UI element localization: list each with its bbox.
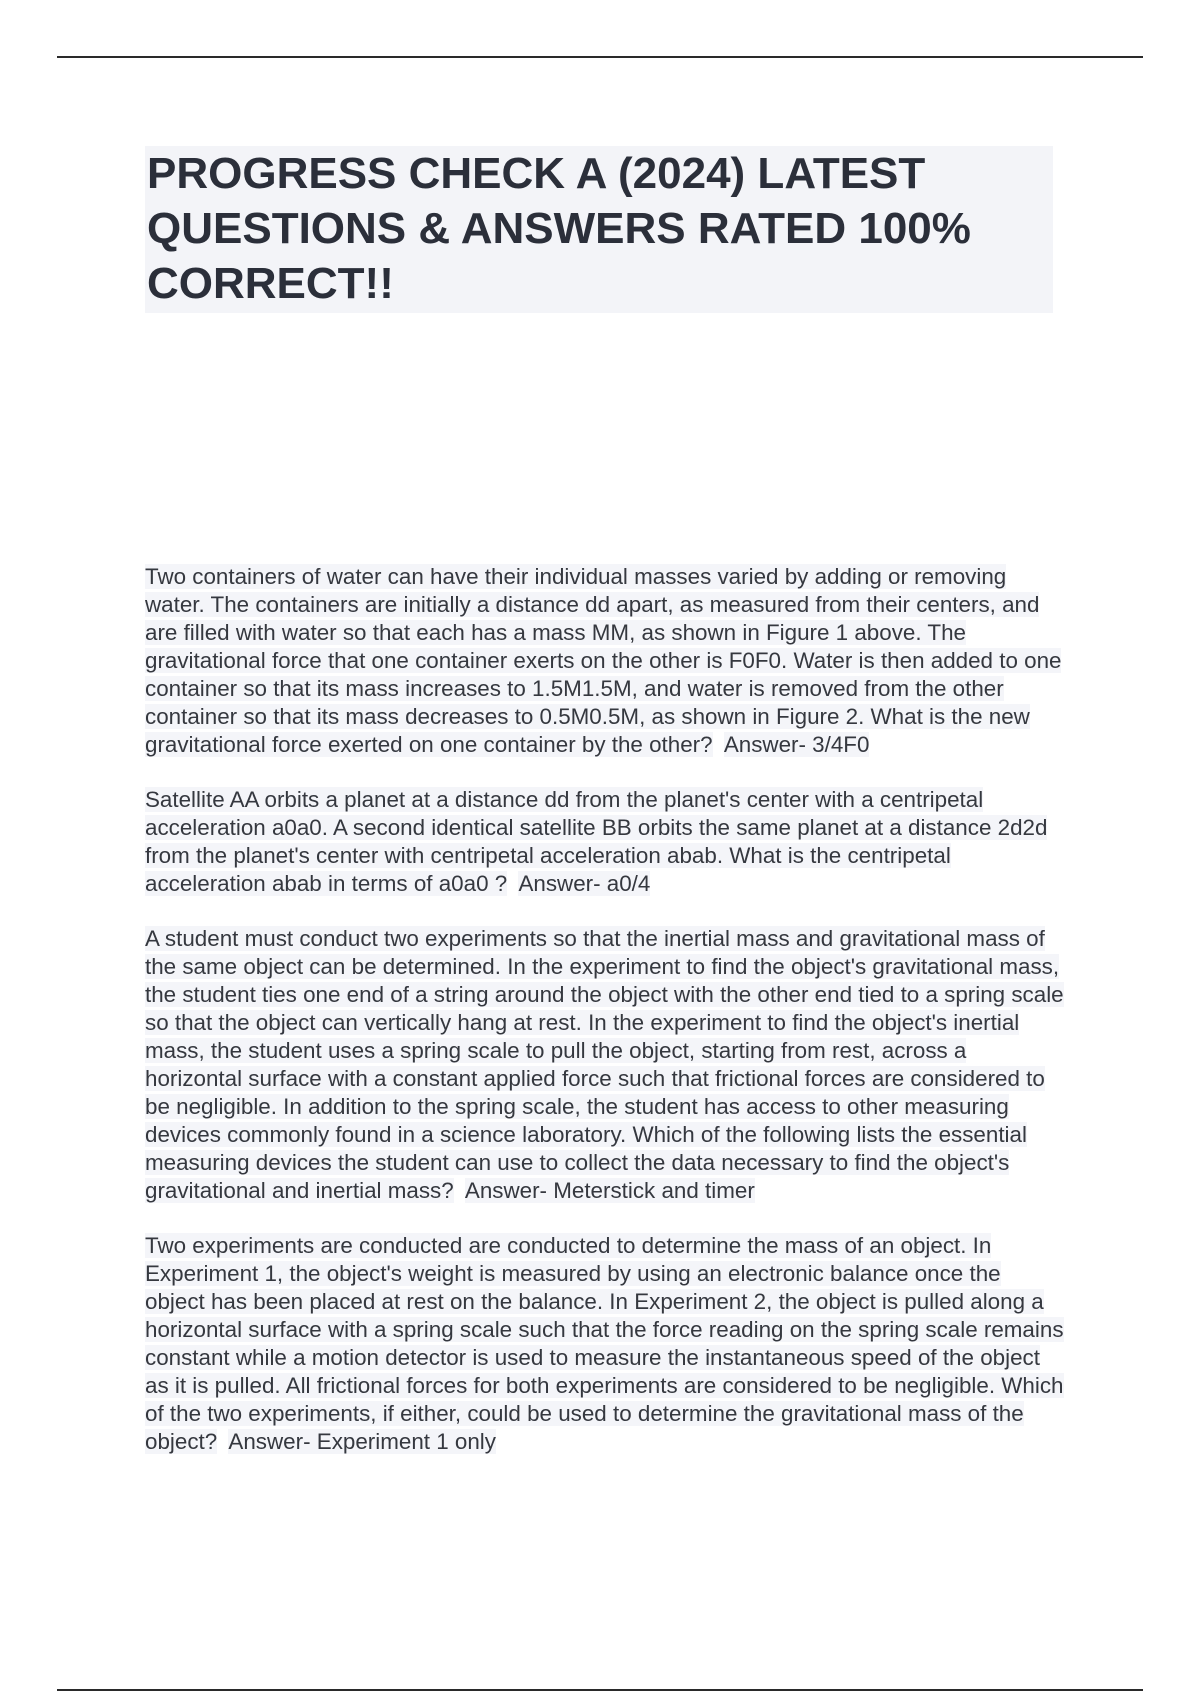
question-text: A student must conduct two experiments so that the inertial mass and gravitational mass of the same object can be determined. In the experiment to find the object's gravitational mass, the student ties one end of a string around the object with the other end tied to a spring scale so that the object can vertically hang at rest. In the experiment to find the object's inertial mass, the student uses a spring scale to pull the object, starting from rest, across a horizontal surface with a constant applied force such that frictional forces are considered to be negligible. In addition to the spring scale, the student has access to other measuring devices commonly found in a science laboratory. Which of the following lists the essential measuring devices the student can use to collect the data necessary to find the object's gravitational and inertial mass?: [145, 926, 1064, 1203]
question-text: Satellite AA orbits a planet at a distance dd from the planet's center with a centripetal acceleration a0a0. A second identical satellite BB orbits the same planet at a distance 2d2d from the planet's center with centripetal acceleration abab. What is the centripetal acceleration abab in terms of a0a0 ?: [145, 787, 1048, 896]
question-text: Two containers of water can have their individual masses varied by adding or removing water. The containers are initially a distance dd apart, as measured from their centers, and are filled with water so that each has a mass MM, as shown in Figure 1 above. The gravitational force that one container exerts on the other is F0F0. Water is then added to one container so that its mass increases to 1.5M1.5M, and water is removed from the other container so that its mass decreases to 0.5M0.5M, as shown in Figure 2. What is the new gravitational force exerted on one container by the other?: [145, 564, 1062, 757]
qa-item: [145, 1232, 1065, 1456]
qa-item: [145, 786, 1065, 898]
top-rule: [57, 56, 1143, 58]
answer-text: Answer- Meterstick and timer: [464, 1178, 755, 1203]
qa-list: [145, 563, 1065, 1483]
document-title: PROGRESS CHECK A (2024) LATEST QUESTIONS & ANSWERS RATED 100% CORRECT!!: [147, 149, 971, 308]
qa-item: [145, 563, 1065, 759]
answer-text: Answer- Experiment 1 only: [228, 1429, 496, 1454]
qa-item: [145, 925, 1065, 1205]
question-text: Two experiments are conducted are conducted to determine the mass of an object. In Experiment 1, the object's weight is measured by using an electronic balance once the object has been placed at rest on the balance. In Experiment 2, the object is pulled along a horizontal surface with a spring scale such that the force reading on the spring scale remains constant while a motion detector is used to measure the instantaneous speed of the object as it is pulled. All frictional forces for both experiments are considered to be negligible. Which of the two experiments, if either, could be used to determine the gravitational mass of the object?: [145, 1233, 1064, 1454]
bottom-rule: [57, 1689, 1143, 1691]
answer-text: Answer- 3/4F0: [723, 732, 870, 757]
title-block: [145, 146, 1053, 313]
answer-text: Answer- a0/4: [518, 871, 651, 896]
